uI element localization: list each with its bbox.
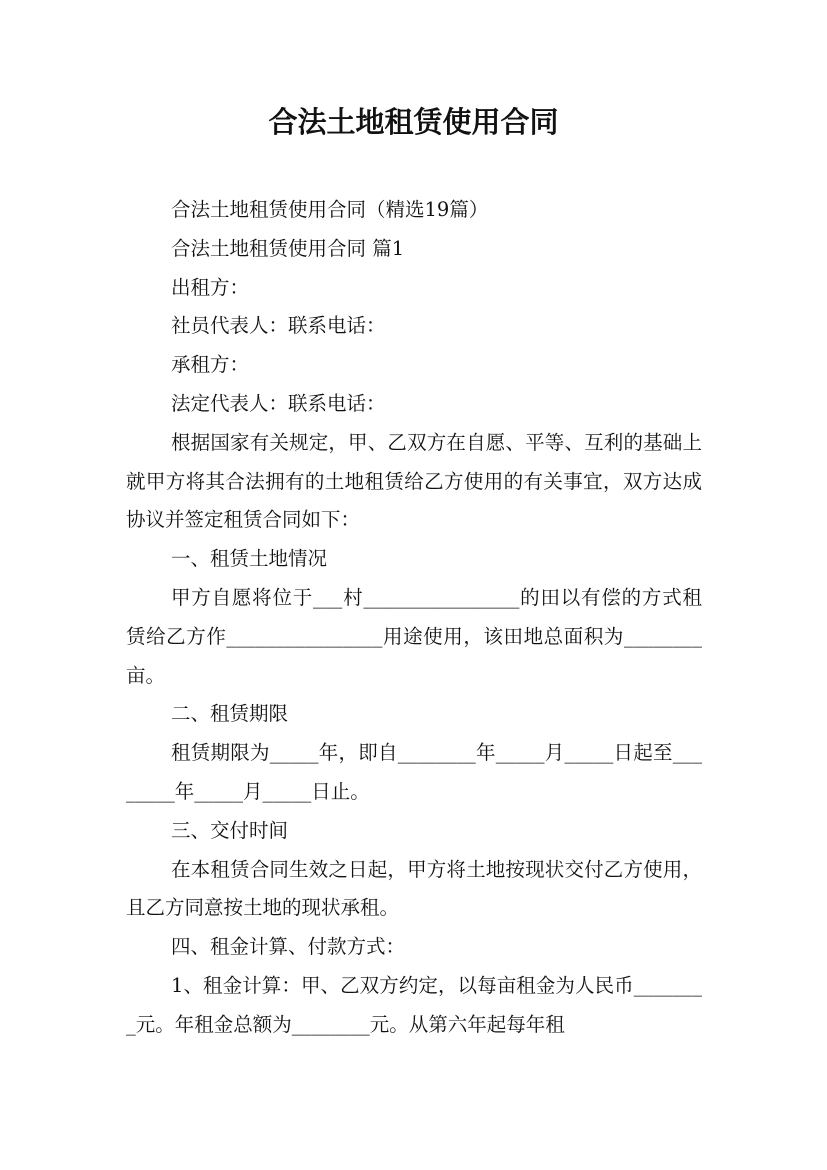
paragraph-lessor: 出租方：	[171, 275, 250, 299]
paragraph-preamble: 根据国家有关规定，甲、乙双方在自愿、平等、互利的基础上就甲方将其合法拥有的土地租赁给乙方使用的有关事宜，双方达成协议并签定租赁合同如下：	[126, 430, 702, 532]
paragraph-delivery-details: 在本租赁合同生效之日起，甲方将土地按现状交付乙方使用，且乙方同意按土地的现状承租。	[126, 857, 702, 920]
document-title: 合法土地租赁使用合同	[268, 105, 559, 139]
paragraph-heading-term: 二、租赁期限	[171, 702, 289, 726]
paragraph-heading-rent: 四、租金计算、付款方式：	[171, 935, 406, 959]
paragraph-subtitle: 合法土地租赁使用合同（精选19篇）	[171, 198, 489, 221]
paragraph-lessee: 承租方：	[171, 353, 250, 377]
paragraph-heading-delivery: 三、交付时间	[171, 818, 289, 842]
paragraph-lessor-representative: 社员代表人：联系电话：	[171, 314, 386, 338]
paragraph-lessee-representative: 法定代表人：联系电话：	[171, 391, 386, 415]
paragraph-section-heading: 合法土地租赁使用合同 篇1	[171, 236, 405, 260]
paragraph-land-details: 甲方自愿将位于___村________________的田以有偿的方式租赁给乙方作________________用途使用，该田地总面积为________亩。	[126, 585, 702, 687]
paragraph-heading-land: 一、租赁土地情况	[171, 547, 328, 571]
document-body	[126, 191, 702, 1045]
paragraph-rent-details: 1、租金计算：甲、乙双方约定，以每亩租金为人民币________元。年租金总额为________元。从第六年起每年租	[126, 973, 702, 1036]
paragraph-term-details: 租赁期限为_____年，即自________年_____月_____日起至________年_____月_____日止。	[126, 741, 702, 803]
